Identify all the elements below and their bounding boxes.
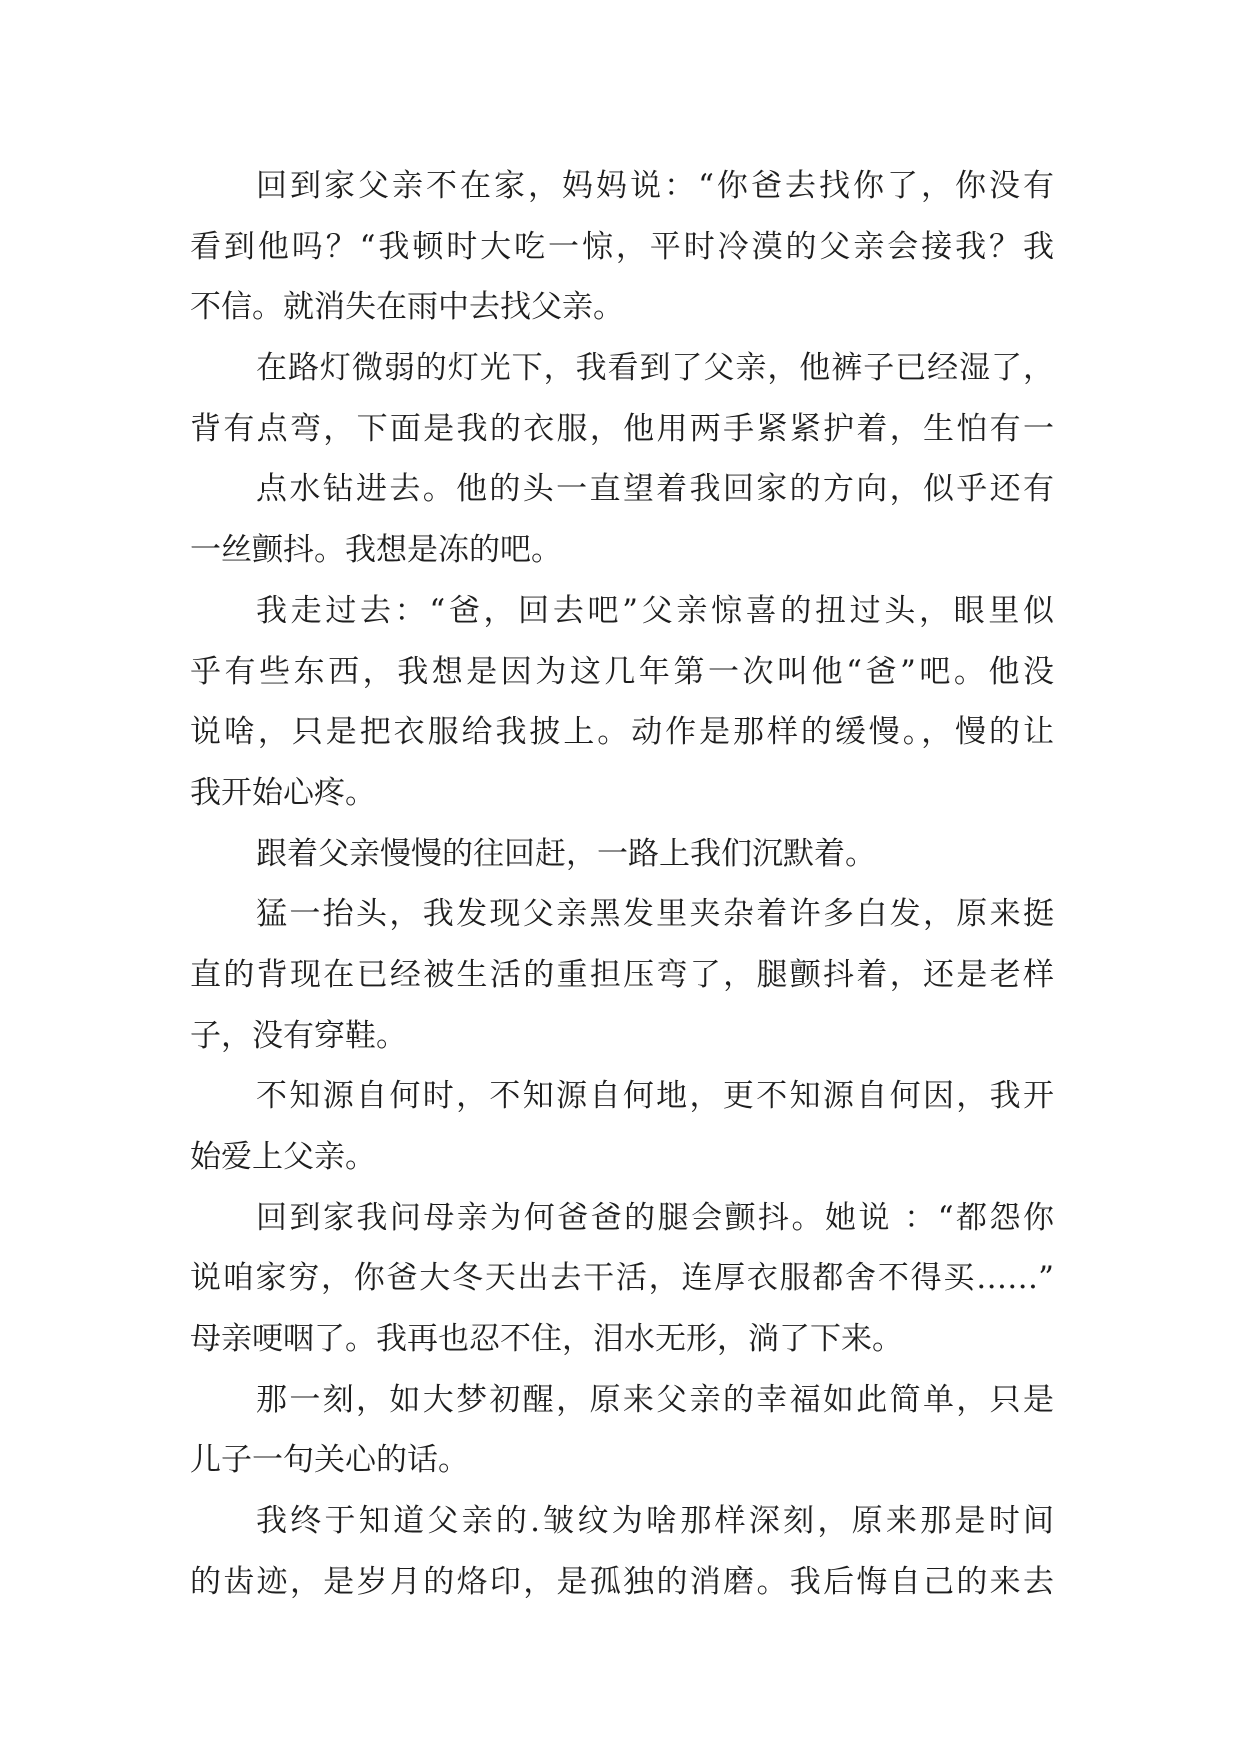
paragraph-line: 我开始心疼。 [190, 774, 376, 811]
paragraph-line: 说咱家穷，你爸大冬天出去干活，连厚衣服都舍不得买……” [190, 1260, 1054, 1297]
paragraph-line: 回到家父亲不在家，妈妈说：“你爸去找你了，你没有 [256, 168, 1054, 204]
paragraph-line: 点水钻进去。他的头一直望着我回家的方向，似乎还有 [256, 471, 1054, 508]
paragraph-line: 母亲哽咽了。我再也忍不住，泪水无形，淌了下来。 [190, 1321, 903, 1358]
paragraph-line: 直的背现在已经被生活的重担压弯了，腿颤抖着，还是老样 [190, 956, 1054, 993]
paragraph-line: 我终于知道父亲的.皱纹为啥那样深刻，原来那是时间 [256, 1503, 1054, 1540]
paragraph-line: 始爱上父亲。 [190, 1139, 376, 1175]
paragraph-line: 不信。就消失在雨中去找父亲。 [190, 289, 624, 326]
paragraph-line: 说啥，只是把衣服给我披上。动作是那样的缓慢。，慢的让 [190, 714, 1054, 751]
paragraph-line: 看到他吗？“我顿时大吃一惊，平时冷漠的父亲会接我？我 [190, 228, 1054, 265]
paragraph-line: 跟着父亲慢慢的往回赶，一路上我们沉默着。 [256, 835, 876, 872]
paragraph-line: 在路灯微弱的灯光下，我看到了父亲，他裤子已经湿了， [256, 350, 1054, 387]
paragraph-line: 背有点弯，下面是我的衣服，他用两手紧紧护着，生怕有一 [190, 410, 1054, 447]
paragraph-line: 那一刻，如大梦初醒，原来父亲的幸福如此简单，只是 [256, 1381, 1054, 1418]
paragraph-line: 不知源自何时，不知源自何地，更不知源自何因，我开 [256, 1078, 1054, 1115]
paragraph-line: 乎有些东西，我想是因为这几年第一次叫他“爸”吧。他没 [190, 653, 1054, 690]
paragraph-line: 回到家我问母亲为何爸爸的腿会颤抖。她说 ：“都怨你 [256, 1199, 1054, 1236]
paragraph-line: 子，没有穿鞋。 [190, 1017, 407, 1054]
paragraph-line: 我走过去：“爸，回去吧”父亲惊喜的扭过头，眼里似 [256, 592, 1054, 629]
paragraph-line: 一丝颤抖。我想是冻的吧。 [190, 532, 562, 569]
paragraph-line: 儿子一句关心的话。 [190, 1442, 469, 1479]
paragraph-line: 猛一抬头，我发现父亲黑发里夹杂着许多白发，原来挺 [256, 896, 1054, 933]
paragraph-line: 的齿迹，是岁月的烙印，是孤独的消磨。我后悔自己的来去 [190, 1563, 1054, 1600]
essay-body [190, 156, 1054, 1613]
